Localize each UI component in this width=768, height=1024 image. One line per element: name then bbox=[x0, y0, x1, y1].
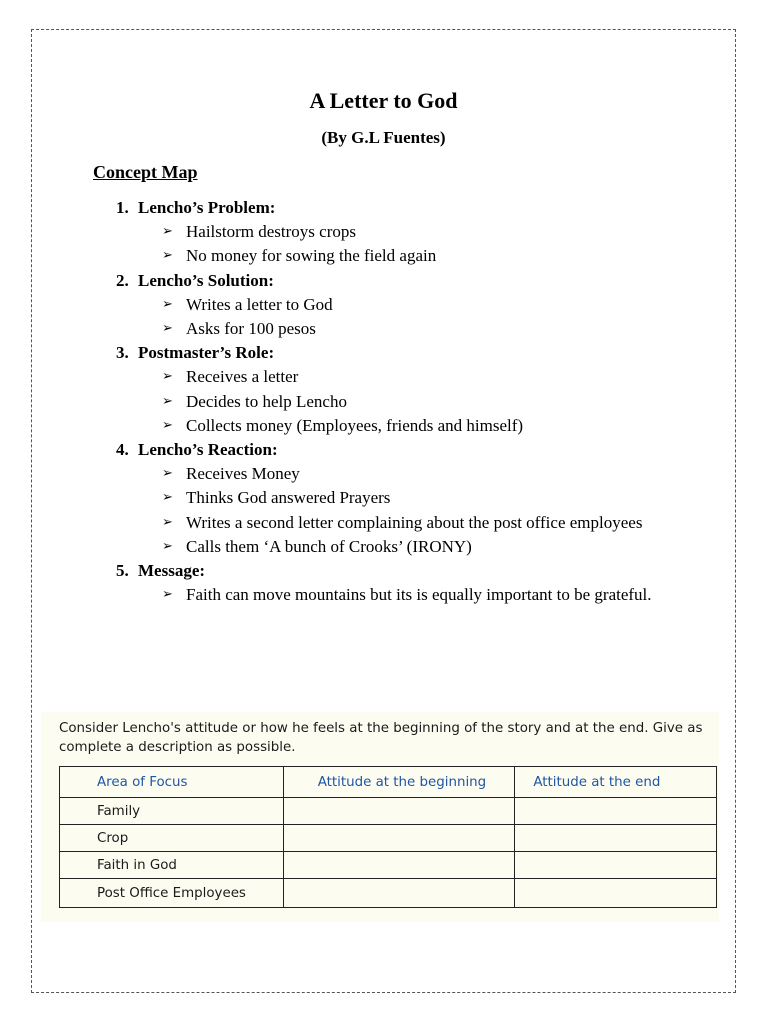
section-heading bbox=[116, 269, 676, 293]
list-item bbox=[116, 365, 676, 389]
list-item-text: Calls them ‘A bunch of Crooks’ (IRONY) bbox=[186, 536, 472, 556]
list-item-text: Writes a letter to God bbox=[186, 294, 333, 314]
list-item-text: Thinks God answered Prayers bbox=[186, 488, 391, 508]
list-item bbox=[116, 462, 676, 486]
section-number: 1. bbox=[116, 198, 129, 217]
area-of-focus-cell: Post Office Employees bbox=[60, 879, 284, 908]
section-heading bbox=[116, 438, 676, 462]
list-item-text: Writes a second letter complaining about the post office employees bbox=[186, 512, 643, 532]
section-number: 5. bbox=[116, 561, 129, 581]
section-heading bbox=[116, 196, 676, 220]
table-row bbox=[60, 879, 717, 908]
document-author: (By G.L Fuentes) bbox=[321, 128, 446, 147]
section-heading-text: Lencho’s Solution: bbox=[138, 270, 274, 290]
section-number: 4. bbox=[116, 440, 129, 460]
area-of-focus-cell: Crop bbox=[60, 825, 284, 852]
section-heading bbox=[116, 341, 676, 365]
attitude-end-cell[interactable] bbox=[515, 798, 717, 825]
list-item bbox=[116, 486, 676, 510]
header-area-of-focus: Area of Focus bbox=[60, 767, 284, 798]
list-item bbox=[116, 414, 676, 438]
arrow-bullet-icon: ➢ bbox=[162, 321, 173, 337]
table-row bbox=[60, 825, 717, 852]
list-item bbox=[116, 535, 676, 559]
attitude-table bbox=[59, 766, 717, 908]
section-heading bbox=[116, 559, 676, 583]
section-heading-text: Lencho’s Reaction: bbox=[138, 440, 278, 460]
attitude-end-cell[interactable] bbox=[515, 879, 717, 908]
list-item-text: Receives Money bbox=[186, 464, 300, 484]
list-item-text: Decides to help Lencho bbox=[186, 391, 347, 411]
attitude-beginning-cell[interactable] bbox=[283, 879, 515, 908]
arrow-bullet-icon: ➢ bbox=[162, 587, 173, 603]
area-of-focus-cell: Family bbox=[60, 798, 284, 825]
section-heading-text: Postmaster’s Role: bbox=[138, 343, 275, 363]
arrow-bullet-icon: ➢ bbox=[162, 296, 173, 312]
section-heading-text: Lencho’s Problem: bbox=[138, 198, 276, 217]
header-attitude-beginning: Attitude at the beginning bbox=[283, 767, 515, 798]
list-item-text: Collects money (Employees, friends and himself) bbox=[186, 415, 524, 435]
list-item-text: Receives a letter bbox=[186, 367, 299, 387]
attitude-end-cell[interactable] bbox=[515, 852, 717, 879]
section-heading-text: Message: bbox=[138, 561, 206, 581]
list-item bbox=[116, 244, 676, 268]
area-of-focus-cell: Faith in God bbox=[60, 852, 284, 879]
list-item-text: Asks for 100 pesos bbox=[186, 319, 316, 339]
document-title: A Letter to God bbox=[309, 88, 458, 113]
concept-map-list bbox=[116, 196, 676, 607]
arrow-bullet-icon: ➢ bbox=[162, 417, 173, 433]
list-item bbox=[116, 220, 676, 244]
arrow-bullet-icon: ➢ bbox=[162, 538, 173, 554]
list-item bbox=[116, 293, 676, 317]
table-header-row bbox=[60, 767, 717, 798]
worksheet-panel bbox=[41, 712, 719, 922]
arrow-bullet-icon: ➢ bbox=[162, 514, 173, 530]
arrow-bullet-icon: ➢ bbox=[162, 369, 173, 385]
arrow-bullet-icon: ➢ bbox=[162, 248, 173, 264]
list-item bbox=[116, 511, 676, 535]
arrow-bullet-icon: ➢ bbox=[162, 466, 173, 482]
attitude-beginning-cell[interactable] bbox=[283, 798, 515, 825]
list-item-text: Faith can move mountains but its is equally important to be grateful. bbox=[186, 585, 652, 605]
attitude-beginning-cell[interactable] bbox=[283, 852, 515, 879]
table-row bbox=[60, 798, 717, 825]
concept-map-heading: Concept Map bbox=[93, 162, 198, 182]
list-item-text: No money for sowing the field again bbox=[186, 246, 437, 266]
section-number: 2. bbox=[116, 270, 129, 290]
list-item bbox=[116, 317, 676, 341]
list-item bbox=[116, 390, 676, 414]
arrow-bullet-icon: ➢ bbox=[162, 224, 173, 240]
worksheet-instruction: Consider Lencho's attitude or how he feels at the beginning of the story and at the end. Give as complete a description as possible. bbox=[59, 721, 703, 755]
attitude-beginning-cell[interactable] bbox=[283, 825, 515, 852]
attitude-end-cell[interactable] bbox=[515, 825, 717, 852]
arrow-bullet-icon: ➢ bbox=[162, 490, 173, 506]
table-row bbox=[60, 852, 717, 879]
header-attitude-end: Attitude at the end bbox=[515, 767, 717, 798]
list-item-text: Hailstorm destroys crops bbox=[186, 222, 356, 242]
list-item bbox=[116, 583, 676, 607]
section-number: 3. bbox=[116, 343, 129, 363]
arrow-bullet-icon: ➢ bbox=[162, 393, 173, 409]
